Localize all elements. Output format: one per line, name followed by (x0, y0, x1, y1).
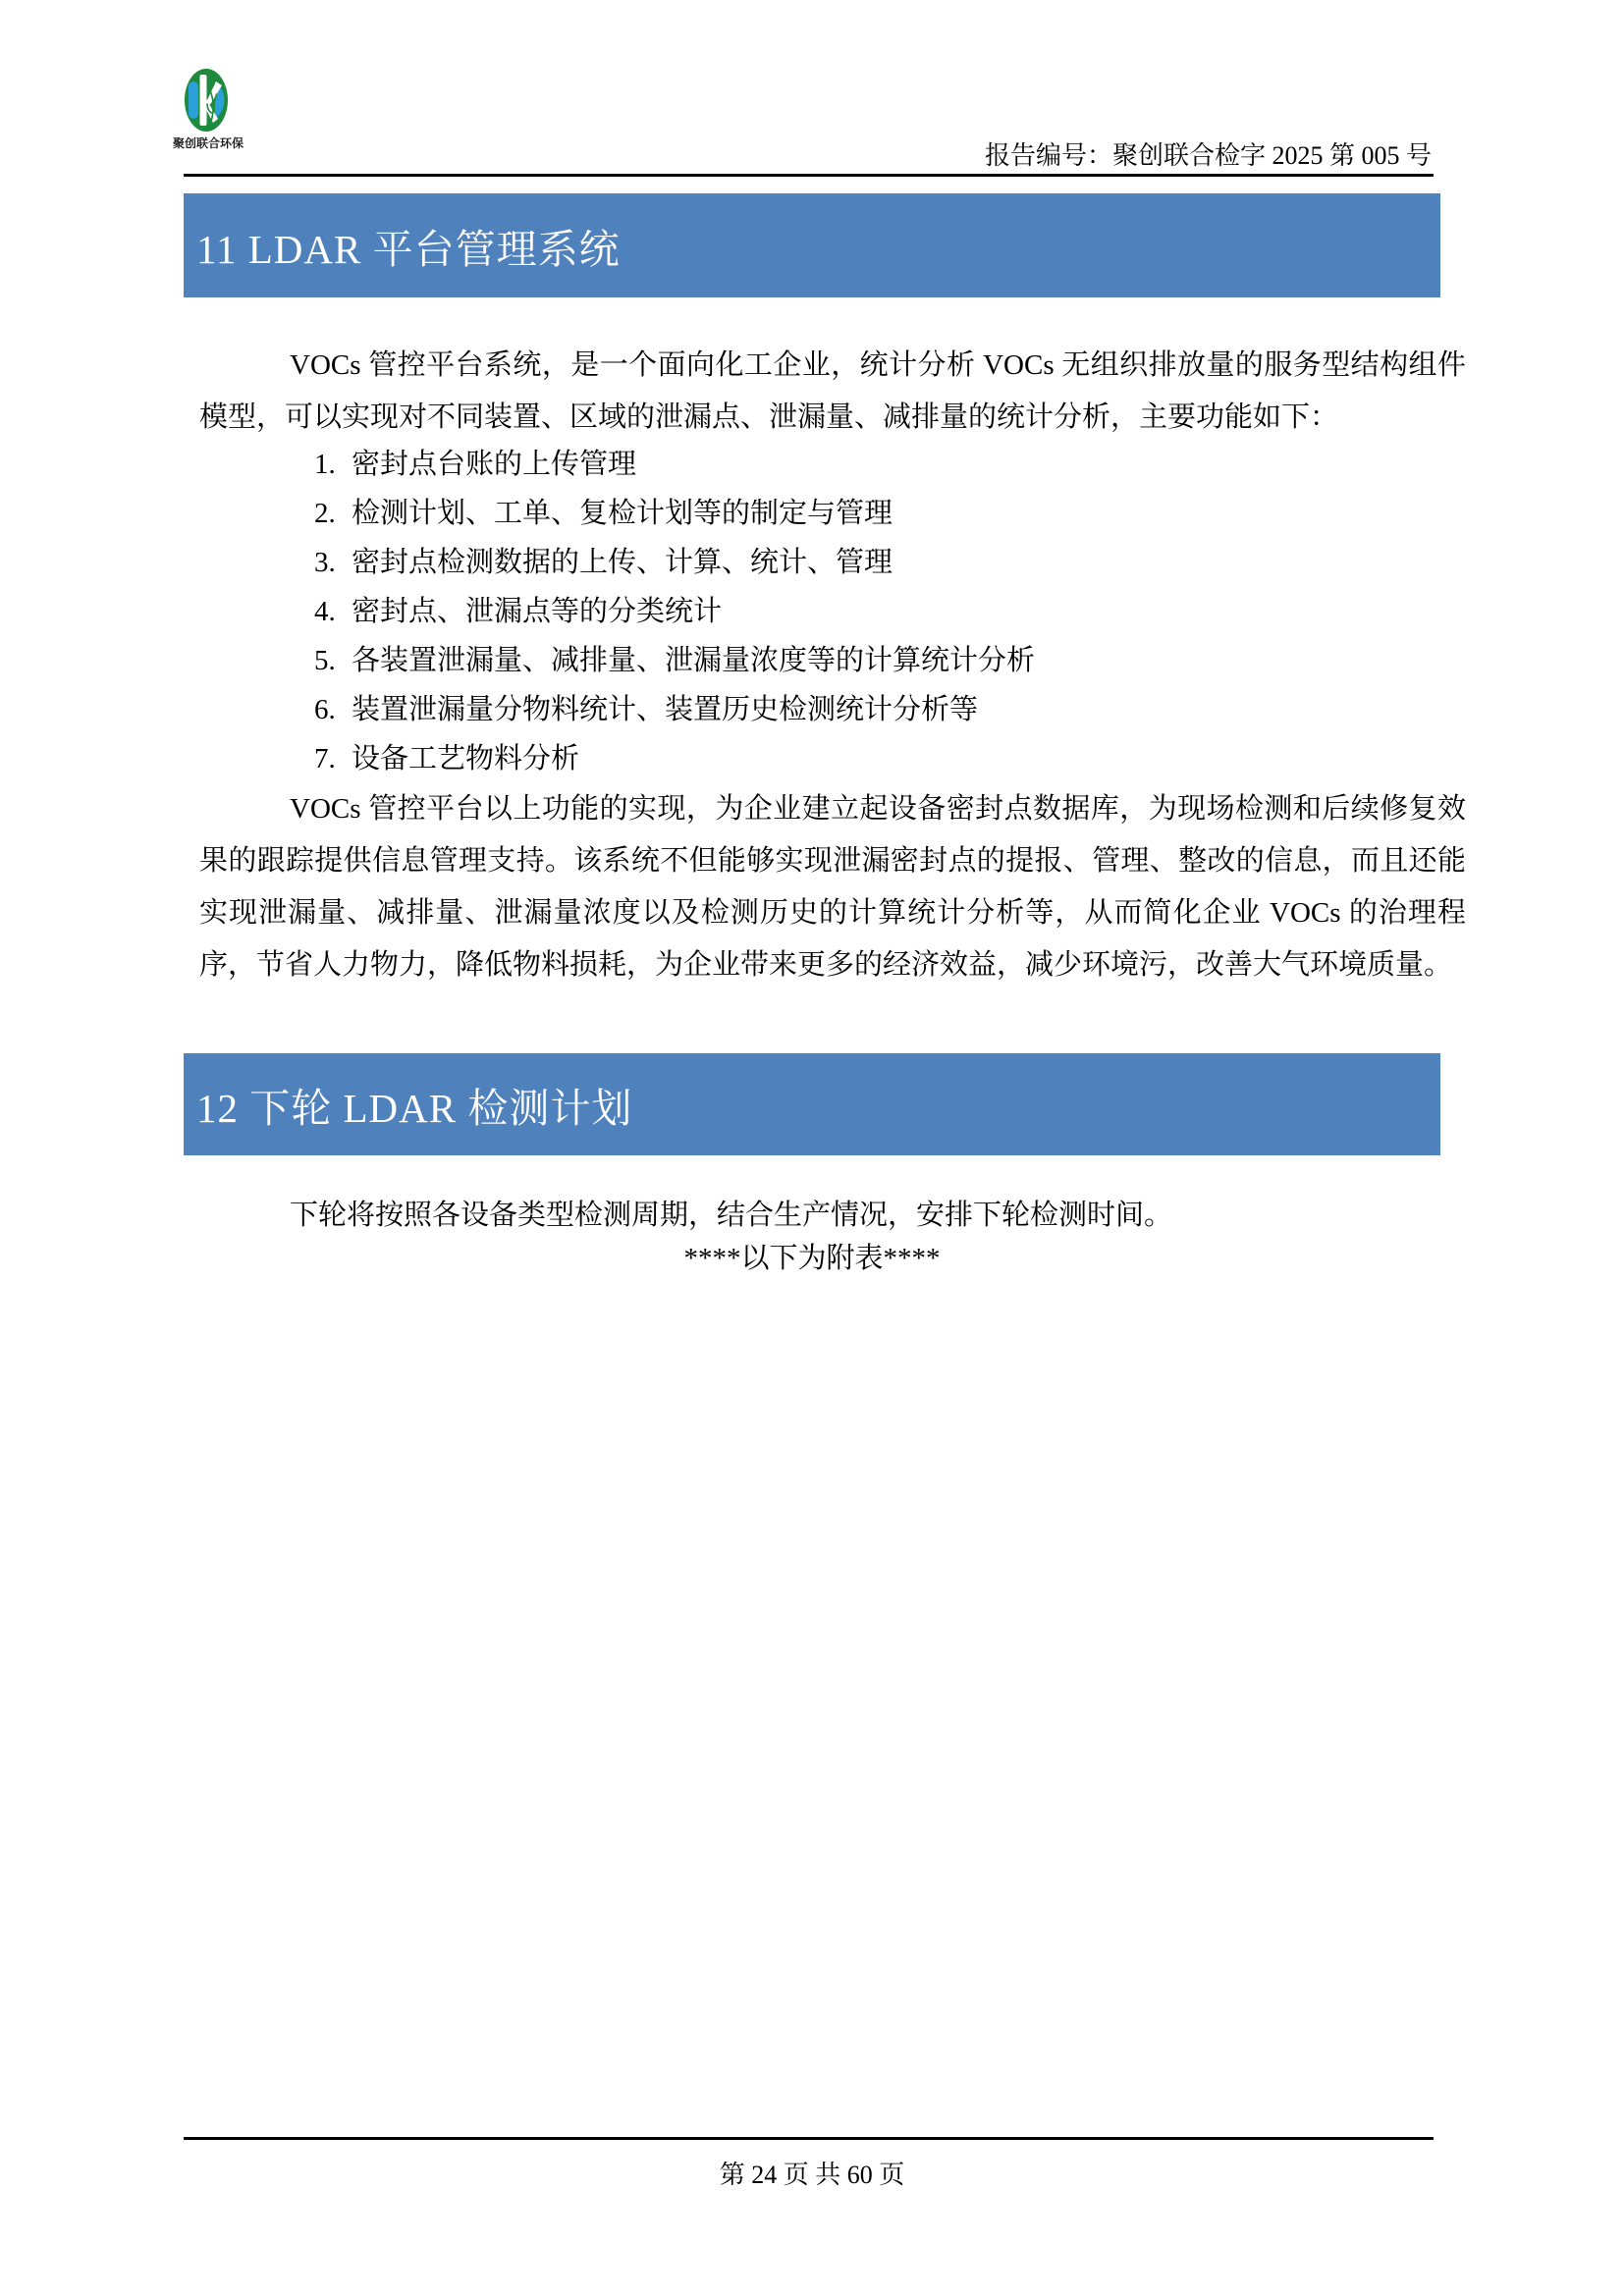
list-item-text: 密封点台账的上传管理 (352, 449, 637, 480)
list-item-text: 装置泄漏量分物料统计、装置历史检测统计分析等 (352, 694, 979, 725)
header-rule (184, 174, 1434, 177)
list-item-text: 设备工艺物料分析 (352, 743, 580, 774)
leaf-globe-logo-icon (185, 69, 228, 132)
list-item-number: 3. (314, 547, 336, 578)
list-item (314, 538, 1035, 587)
feature-list (314, 440, 1035, 783)
list-item-number: 5. (314, 645, 336, 676)
section-11-banner (184, 193, 1440, 297)
list-item-text: 密封点、泄漏点等的分类统计 (352, 596, 723, 627)
list-item-number: 4. (314, 596, 336, 627)
section-12-title: 12 下轮 LDAR 检测计划 (196, 1085, 633, 1131)
list-item (314, 734, 1035, 783)
list-item-number: 7. (314, 743, 336, 774)
list-item (314, 489, 1035, 538)
list-item-text: 各装置泄漏量、减排量、泄漏量浓度等的计算统计分析 (352, 645, 1036, 676)
list-item-number: 6. (314, 694, 336, 725)
list-item (314, 587, 1035, 636)
report-number: 报告编号：聚创联合检字 2025 第 005 号 (984, 141, 1432, 170)
section-11-intro-paragraph: VOCs 管控平台系统，是一个面向化工企业，统计分析 VOCs 无组织排放量的服务型结构组件模型，可以实现对不同装置、区域的泄漏点、泄漏量、减排量的统计分析，主要功能如下： (199, 349, 1466, 433)
list-item (314, 685, 1035, 734)
list-item (314, 440, 1035, 489)
section-11-summary-paragraph: VOCs 管控平台以上功能的实现，为企业建立起设备密封点数据库，为现场检测和后续修复效果的跟踪提供信息管理支持。该系统不但能够实现泄漏密封点的提报、管理、整改的信息，而且还能实现泄漏量、减排量、泄漏量浓度以及检测历史的计算统计分析等，从而简化企业 VOCs 的治理程序，节省人力物力，降低物料损耗，为企业带来更多的经济效益，减少环境污，改善大气环境质量。 (199, 793, 1466, 981)
appendix-note: ****以下为附表**** (683, 1243, 941, 1274)
page-number: 第 24 页 共 60 页 (719, 2161, 905, 2189)
section-12-banner (184, 1053, 1440, 1155)
section-11-title: 11 LDAR 平台管理系统 (196, 226, 621, 272)
footer-rule (184, 2137, 1434, 2140)
list-item-number: 2. (314, 498, 336, 529)
list-item (314, 636, 1035, 685)
company-logo (173, 69, 244, 151)
section-12-paragraph: 下轮将按照各设备类型检测周期，结合生产情况，安排下轮检测时间。 (290, 1200, 1173, 1231)
list-item-text: 密封点检测数据的上传、计算、统计、管理 (352, 547, 893, 578)
list-item-text: 检测计划、工单、复检计划等的制定与管理 (352, 498, 893, 529)
list-item-number: 1. (314, 449, 336, 480)
logo-caption: 聚创联合环保 (173, 136, 244, 150)
